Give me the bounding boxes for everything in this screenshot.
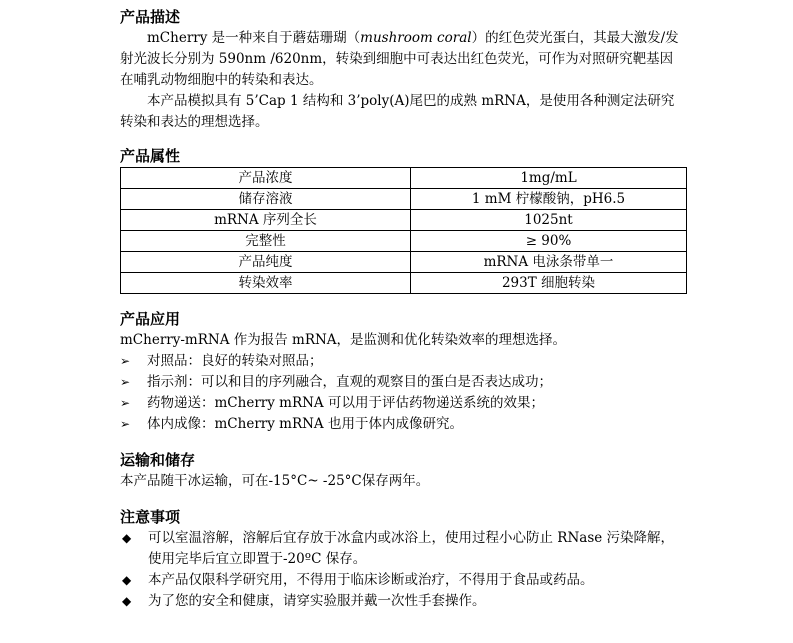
section-heading-description: 产品描述 [120, 8, 181, 26]
table-row [121, 189, 687, 210]
section-heading-shipping: 运输和储存 [120, 451, 196, 469]
table-row [121, 273, 687, 294]
property-label: 产品纯度 [121, 252, 411, 273]
list-item-text: 指示剂：可以和目的序列融合，直观的观察目的蛋白是否表达成功； [147, 374, 552, 390]
table-row [121, 231, 687, 252]
property-label: 完整性 [121, 231, 411, 252]
list-item-text: 可以室温溶解，溶解后宜存放于冰盒内或冰浴上，使用过程小心防止 RNase 污染降解，使用完毕后宜立即置于-20ºC 保存。 [148, 530, 675, 567]
list-item-text: 药物递送：mCherry mRNA 可以用于评估药物递送系统的效果； [147, 395, 544, 411]
diamond-bullet-icon: ◆ [122, 594, 132, 608]
diamond-bullet-icon: ◆ [122, 573, 132, 587]
list-item-text: 对照品：良好的转染对照品； [147, 353, 323, 369]
section-application [120, 308, 685, 435]
list-item-text: 本产品仅限科学研究用，不得用于临床诊断或治疗，不得用于食品或药品。 [148, 572, 594, 588]
notes-list [120, 528, 685, 612]
description-latin-name: mushroom coral [360, 30, 472, 46]
shipping-text: 本产品随干冰运输，可在-15°C~ -25°C保存两年。 [120, 473, 430, 489]
table-row [121, 252, 687, 273]
section-shipping [120, 449, 685, 492]
section-description [120, 6, 685, 133]
property-label: 产品浓度 [121, 168, 411, 189]
property-value: 293T 细胞转染 [411, 273, 687, 294]
application-intro: mCherry-mRNA 作为报告 mRNA，是监测和优化转染效率的理想选择。 [120, 332, 567, 348]
list-item [120, 528, 685, 570]
property-value: ≥ 90% [411, 231, 687, 252]
property-value: 1mg/mL [411, 168, 687, 189]
list-item [120, 372, 685, 393]
description-text-1a: mCherry 是一种来自于蘑菇珊瑚（ [147, 30, 361, 46]
list-item [120, 393, 685, 414]
list-item-text: 体内成像：mCherry mRNA 也用于体内成像研究。 [147, 416, 463, 432]
list-item [120, 591, 685, 612]
application-list [120, 351, 685, 435]
arrow-bullet-icon: ➢ [120, 354, 131, 368]
property-value: mRNA 电泳条带单一 [411, 252, 687, 273]
description-paragraph-1 [120, 28, 685, 91]
property-label: 转染效率 [121, 273, 411, 294]
section-heading-application: 产品应用 [120, 310, 181, 328]
document-page [120, 6, 685, 612]
property-value: 1 mM 柠檬酸钠，pH6.5 [411, 189, 687, 210]
property-value: 1025nt [411, 210, 687, 231]
properties-table [120, 167, 687, 294]
description-paragraph-2: 本产品模拟具有 5’Cap 1 结构和 3’poly(A)尾巴的成熟 mRNA，是使用各种测定法研究转染和表达的理想选择。 [120, 93, 675, 130]
table-row [121, 210, 687, 231]
list-item [120, 351, 685, 372]
arrow-bullet-icon: ➢ [120, 375, 131, 389]
section-heading-notes: 注意事项 [120, 508, 181, 526]
table-row [121, 168, 687, 189]
property-label: 储存溶液 [121, 189, 411, 210]
section-properties [120, 145, 685, 294]
section-heading-properties: 产品属性 [120, 147, 181, 165]
list-item-text: 为了您的安全和健康，请穿实验服并戴一次性手套操作。 [148, 593, 486, 609]
arrow-bullet-icon: ➢ [120, 417, 131, 431]
section-notes [120, 506, 685, 612]
arrow-bullet-icon: ➢ [120, 396, 131, 410]
list-item [120, 414, 685, 435]
property-label: mRNA 序列全长 [121, 210, 411, 231]
diamond-bullet-icon: ◆ [122, 531, 132, 545]
list-item [120, 570, 685, 591]
description-text-1b: ）的红色荧光蛋白，其最大激发/发射光波长分别为 590nm /620nm，转染到细胞中可表达出红色荧光，可作为对照研究靶基因在哺乳动物细胞中的转染和表达。 [120, 30, 679, 88]
